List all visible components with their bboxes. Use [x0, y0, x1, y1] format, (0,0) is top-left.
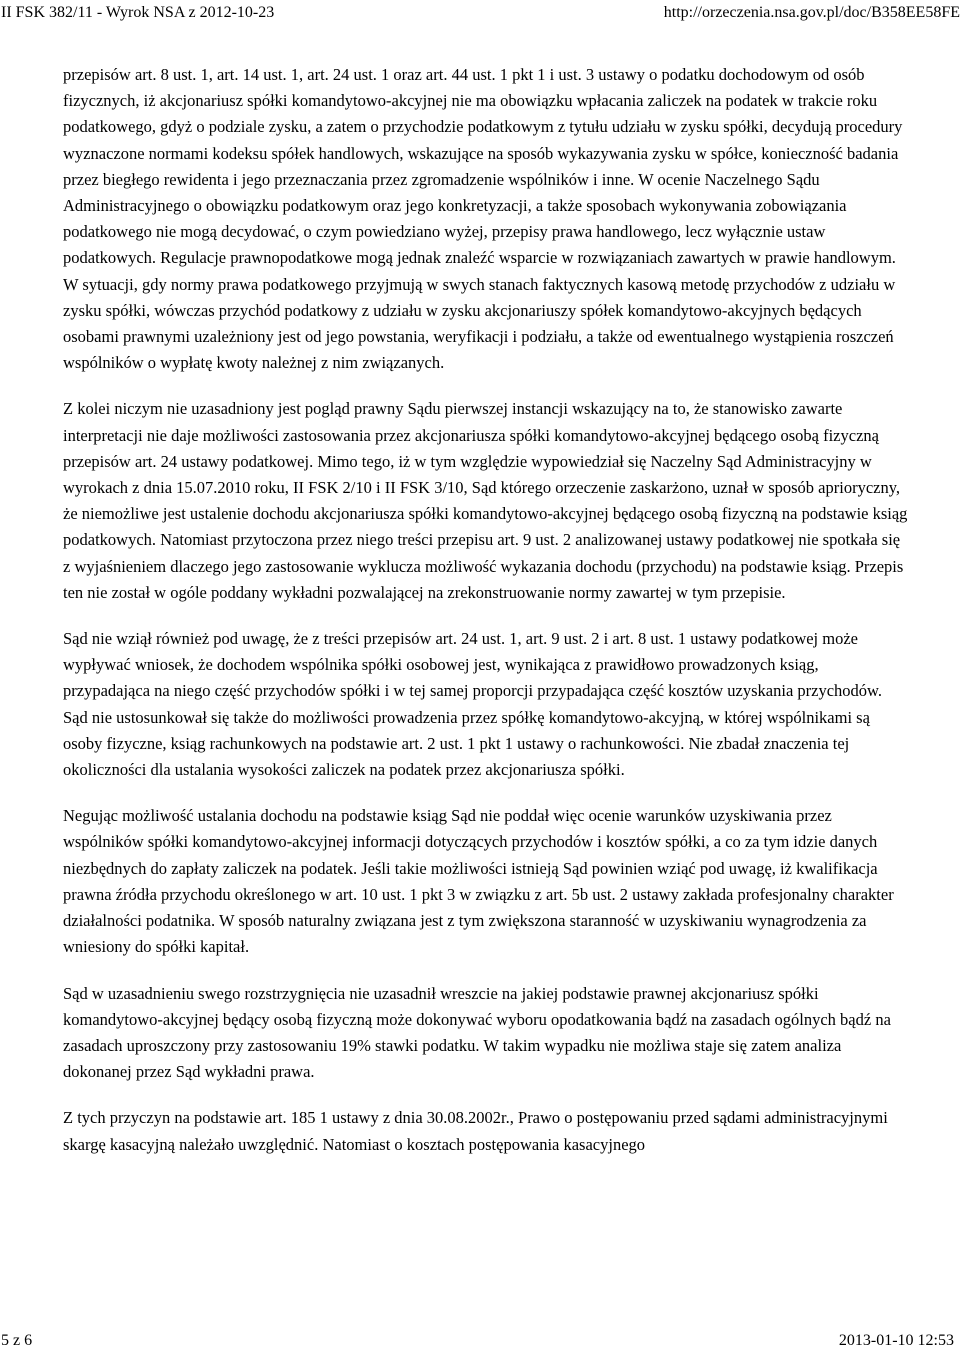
print-header — [0, 0, 960, 26]
paragraph: Sąd w uzasadnieniu swego rozstrzygnięcia nie uzasadnił wreszcie na jakiej podstawie prawnej akcjonariusz spółki komandytowo-akcyjnej będący osobą fizyczną może dokonywać wyboru opodatkowania bądź na zasadach ogólnych bądź na zasadach uproszczony przy zastosowaniu 19% stawki podatku. W takim wypadku nie możliwa staje się zatem analiza dokonanej przez Sąd wykładni prawa. — [63, 983, 891, 1082]
paragraph: Z kolei niczym nie uzasadniony jest pogląd prawny Sądu pierwszej instancji wskazujący na to, że stanowisko zawarte interpretacji nie daje możliwości zastosowania przez akcjonariusza spółki komandytowo-akcyjnej będącego osobą fizyczną przepisów art. 24 ustawy podatkowej. Mimo tego, iż w tym względzie wypowiedział się Naczelny Sąd Administracyjny w wyrokach z dnia 15.07.2010 roku, II FSK 2/10 i II FSK 3/10, Sąd którego orzeczenie zaskarżono, uznał w sposób aprioryczny, że niemożliwe jest ustalenie dochodu akcjonariusza spółki komandytowo-akcyjnej będącego osobą fizyczną na podstawie ksiąg podatkowych. Natomiast przytoczona przez niego treści przepisu art. 9 ust. 2 analizowanej ustawy podatkowej nie spotkała się z wyjaśnieniem dlaczego jego zastosowanie wyklucza możliwość wykazania dochodu (przychodu) na podstawie ksiąg. Przepis ten nie został w ogóle poddany wykładni pozwalającej na zrekonstruowanie normy zawartej w tym przepisie. — [63, 399, 908, 602]
paragraph: Sąd nie wziął również pod uwagę, że z treści przepisów art. 24 ust. 1, art. 9 ust. 2 i art. 8 ust. 1 ustawy podatkowej może wypływać wniosek, że dochodem wspólnika spółki osobowej jest, wynikająca z prawidłowo prowadzonych ksiąg, przypadająca na niego część przychodów spółki i w tej samej proporcji przypadająca część kosztów uzyskania przychodów. Sąd nie ustosunkował się także do możliwości prowadzenia przez spółkę komandytowo-akcyjną, w której wspólnikami są osoby fizyczne, ksiąg rachunkowych na podstawie art. 2 ust. 1 pkt 1 ustawy o rachunkowości. Nie zbadał znaczenia tej okoliczności dla ustalania wysokości zaliczek na podatek przez akcjonariusza spółki. — [63, 629, 883, 780]
print-timestamp: 2013-01-10 12:53 — [838, 1332, 954, 1349]
document-title: II FSK 382/11 - Wyrok NSA z 2012-10-23 — [1, 4, 275, 21]
paragraph: Z tych przyczyn na podstawie art. 185 1 ustawy z dnia 30.08.2002r., Prawo o postępowaniu przed sądami administracyjnymi skargę kasacyjną należało uwzględnić. Natomiast o kosztach postępowania kasacyjnego — [63, 1108, 888, 1154]
paragraph: Negując możliwość ustalania dochodu na podstawie ksiąg Sąd nie poddał więc ocenie warunków uzyskiwania przez wspólników spółki komandytowo-akcyjnej informacji dotyczących przychodów i kosztów spółki, a co za tym idzie danych niezbędnych do zapłaty zaliczek na podatek. Jeśli takie możliwości istnieją Sąd powinien wziąć pod uwagę, iż kwalifikacja prawna źródła przychodu określonego w art. 10 ust. 1 pkt 3 w związku z art. 5b ust. 2 ustawy zakłada profesjonalny charakter działalności podatnika. W sposób naturalny związana jest z tym zwiększona staranność w uzyskiwaniu wynagrodzenia za wniesiony do spółki kapitał. — [63, 806, 894, 957]
document-body — [63, 62, 908, 1178]
page-number: 5 z 6 — [1, 1332, 33, 1349]
paragraph: przepisów art. 8 ust. 1, art. 14 ust. 1, art. 24 ust. 1 oraz art. 44 ust. 1 pkt 1 i ust. 3 ustawy o podatku dochodowym od osób fizycznych, iż akcjonariusz spółki komandytowo-akcyjnej nie ma obowiązku wpłacania zaliczek na podatek w trakcie roku podatkowego, gdyż o podziale zysku, a zatem o przychodzie podatkowym z tytułu udziału w zysku spółki, decydują procedury wyznaczone normami kodeksu spółek handlowych, wskazujące na sposób wykazywania zysku w spółce, konieczność badania przez biegłego rewidenta i jego przeznaczania przez zgromadzenie wspólników i inne. W ocenie Naczelnego Sądu Administracyjnego o obowiązku podatkowym oraz jego konkretyzacji, a także sposobach wykonywania zobowiązania podatkowego nie mogą decydować, o czym powiedziano wyżej, przepisy prawa handlowego, lecz wyłącznie ustaw podatkowych. Regulacje prawnopodatkowe mogą jednak znaleźć wsparcie w rozwiązaniach zawartych w prawie handlowym. W sytuacji, gdy normy prawa podatkowego przyjmują w swych stanach faktycznych kasową metodę przychodów z udziału w zysku spółki, wówczas przychód podatkowy z udziału w zysku akcjonariuszy spółek komandytowo-akcyjnych będących osobami prawnymi uzależniony jest od jego powstania, weryfikacji i podziału, a także od ewentualnego wystąpienia roszczeń wspólników o wypłatę kwoty należnej z nim związanych. — [63, 65, 903, 373]
document-url: http://orzeczenia.nsa.gov.pl/doc/B358EE58FE — [663, 4, 960, 21]
print-footer — [0, 1331, 960, 1357]
